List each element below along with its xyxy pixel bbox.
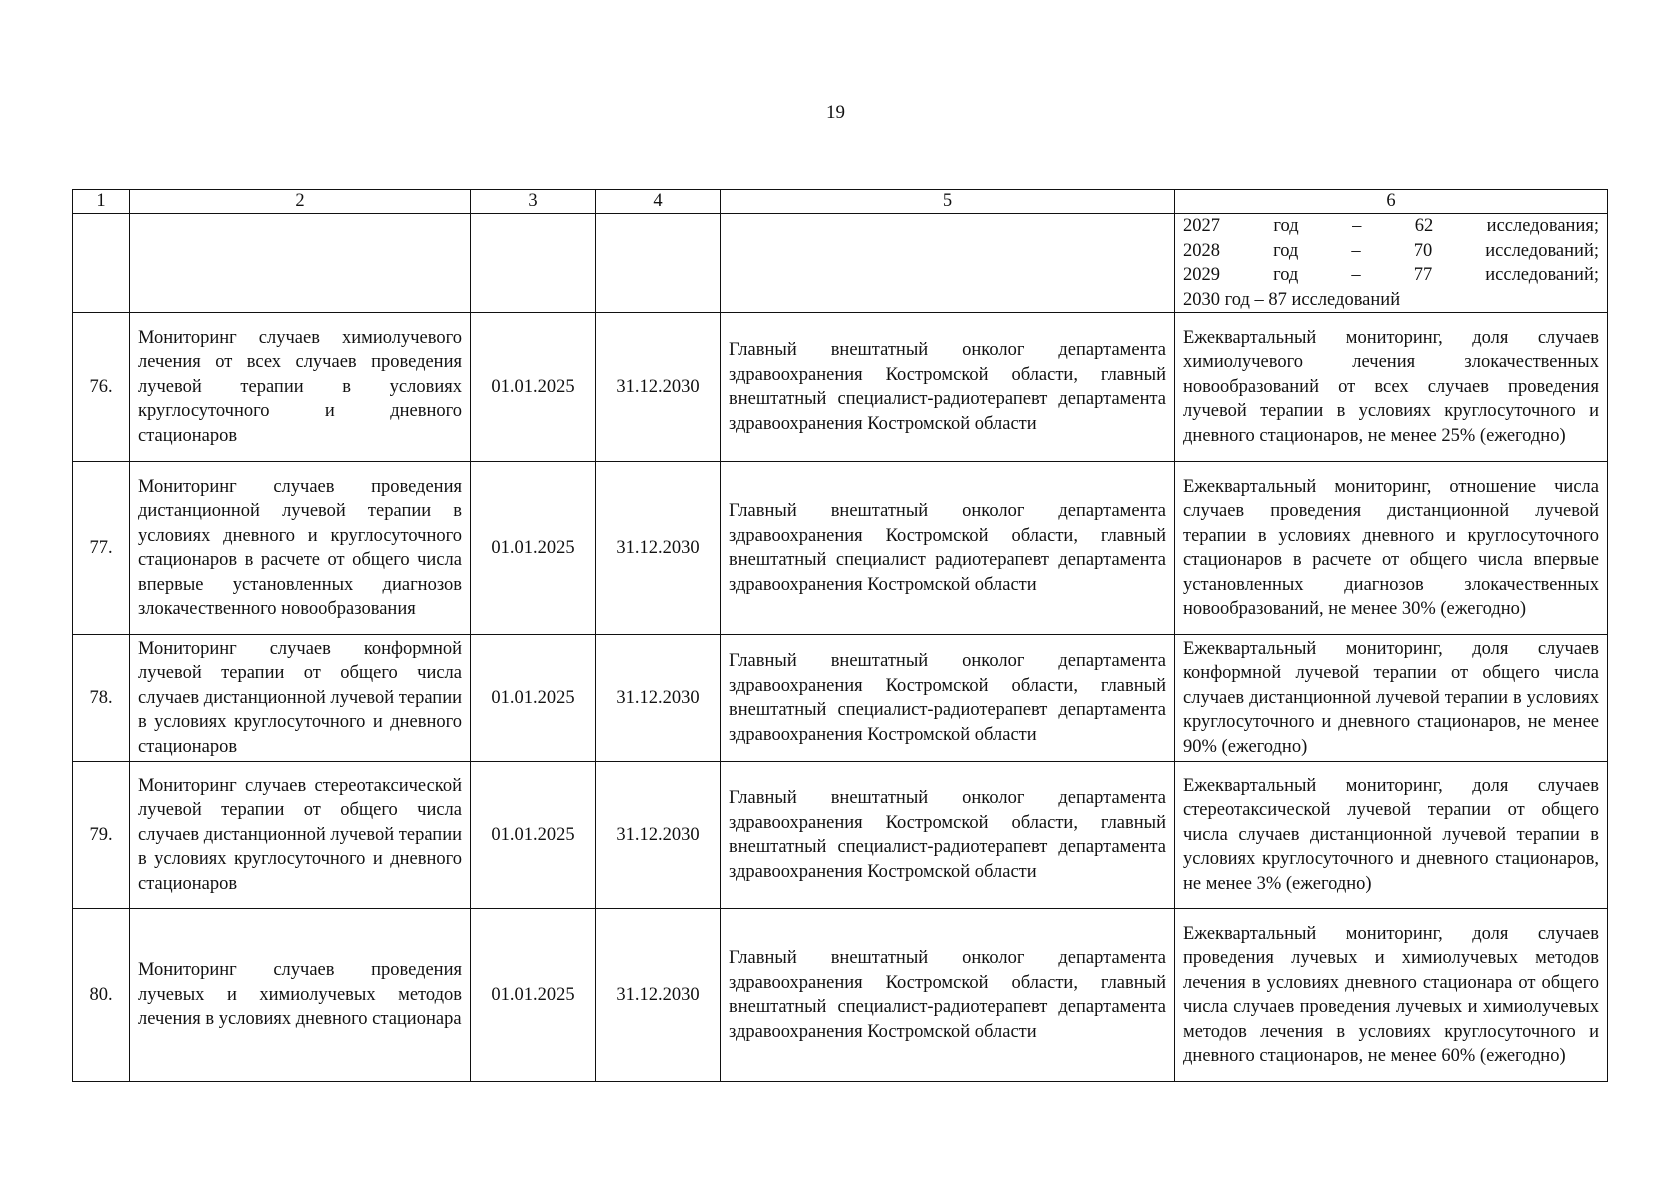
table-row	[73, 462, 1608, 635]
column-header: 4	[596, 190, 721, 214]
start-date-cell: 01.01.2025	[471, 762, 596, 909]
row-number: 80.	[73, 909, 130, 1082]
measure-cell: Мониторинг случаев конформной лучевой терапии от общего числа случаев дистанционной лучевой терапии в условиях круглосуточного и дневного стационаров	[130, 635, 471, 762]
responsible-cell: Главный внештатный онколог департамента здравоохранения Костромской области, главный внештатный специалист-радиотерапевт департамента здравоохранения Костромской области	[721, 313, 1175, 462]
table-cell	[130, 214, 471, 313]
continuation-result-cell	[1175, 214, 1608, 313]
measure-cell: Мониторинг случаев проведения лучевых и химиолучевых методов лечения в условиях дневного стационара	[130, 909, 471, 1082]
result-cell: Ежеквартальный мониторинг, доля случаев стереотаксической лучевой терапии от общего числа случаев дистанционной лучевой терапии в условиях круглосуточного и дневного стационаров, не менее 3% (ежегодно)	[1175, 762, 1608, 909]
table-cell	[73, 214, 130, 313]
responsible-cell: Главный внештатный онколог департамента здравоохранения Костромской области, главный внештатный специалист-радиотерапевт департамента здравоохранения Костромской области	[721, 762, 1175, 909]
start-date-cell: 01.01.2025	[471, 313, 596, 462]
column-header: 3	[471, 190, 596, 214]
start-date-cell: 01.01.2025	[471, 462, 596, 635]
end-date-cell: 31.12.2030	[596, 313, 721, 462]
responsible-cell: Главный внештатный онколог департамента здравоохранения Костромской области, главный внештатный специалист радиотерапевт департамента здравоохранения Костромской области	[721, 462, 1175, 635]
table-row	[73, 635, 1608, 762]
end-date-cell: 31.12.2030	[596, 635, 721, 762]
end-date-cell: 31.12.2030	[596, 762, 721, 909]
table-cell	[471, 214, 596, 313]
row-number: 77.	[73, 462, 130, 635]
column-header: 5	[721, 190, 1175, 214]
row-number: 76.	[73, 313, 130, 462]
column-header: 6	[1175, 190, 1608, 214]
table-header-row	[73, 190, 1608, 214]
table-cell	[721, 214, 1175, 313]
measures-table	[72, 189, 1608, 1082]
column-header: 1	[73, 190, 130, 214]
start-date-cell: 01.01.2025	[471, 909, 596, 1082]
row-number: 78.	[73, 635, 130, 762]
table-cell	[596, 214, 721, 313]
table-row	[73, 909, 1608, 1082]
end-date-cell: 31.12.2030	[596, 909, 721, 1082]
start-date-cell: 01.01.2025	[471, 635, 596, 762]
result-cell: Ежеквартальный мониторинг, доля случаев конформной лучевой терапии от общего числа случаев дистанционной лучевой терапии в условиях круглосуточного и дневного стационаров, не менее 90% (ежегодно)	[1175, 635, 1608, 762]
result-cell: Ежеквартальный мониторинг, доля случаев проведения лучевых и химиолучевых методов лечения в условиях дневного стационара от общего числа случаев проведения лучевых и химиолучевых методов лечения в условиях круглосуточного и дневного стационаров, не менее 60% (ежегодно)	[1175, 909, 1608, 1082]
continuation-line: 2028 год – 70 исследований;	[1183, 240, 1599, 261]
responsible-cell: Главный внештатный онколог департамента здравоохранения Костромской области, главный внештатный специалист-радиотерапевт департамента здравоохранения Костромской области	[721, 909, 1175, 1082]
column-header: 2	[130, 190, 471, 214]
measure-cell: Мониторинг случаев стереотаксической лучевой терапии от общего числа случаев дистанционной лучевой терапии в условиях круглосуточного и дневного стационаров	[130, 762, 471, 909]
continuation-line: 2029 год – 77 исследований;	[1183, 265, 1599, 285]
result-cell: Ежеквартальный мониторинг, отношение числа случаев проведения дистанционной лучевой терапии в условиях дневного и круглосуточного стационаров в расчете от общего числа впервые установленных диагнозов злокачественных новообразований, не менее 30% (ежегодно)	[1175, 462, 1608, 635]
continuation-line: 2030 год – 87 исследований	[1183, 289, 1401, 310]
measure-cell: Мониторинг случаев химиолучевого лечения от всех случаев проведения лучевой терапии в условиях круглосуточного и дневного стационаров	[130, 313, 471, 462]
result-cell: Ежеквартальный мониторинг, доля случаев химиолучевого лечения злокачественных новообразований от всех случаев проведения лучевой терапии в условиях круглосуточного и дневного стационаров, не менее 25% (ежегодно)	[1175, 313, 1608, 462]
end-date-cell: 31.12.2030	[596, 462, 721, 635]
continuation-line: 2027 год – 62 исследования;	[1183, 216, 1599, 236]
measure-cell: Мониторинг случаев проведения дистанционной лучевой терапии в условиях дневного и круглосуточного стационаров в расчете от общего числа впервые установленных диагнозов злокачественного новообразования	[130, 462, 471, 635]
table-row-continuation	[73, 214, 1608, 313]
page-number: 19	[826, 102, 845, 123]
table-row	[73, 762, 1608, 909]
responsible-cell: Главный внештатный онколог департамента здравоохранения Костромской области, главный внештатный специалист-радиотерапевт департамента здравоохранения Костромской области	[721, 635, 1175, 762]
row-number: 79.	[73, 762, 130, 909]
table-row	[73, 313, 1608, 462]
